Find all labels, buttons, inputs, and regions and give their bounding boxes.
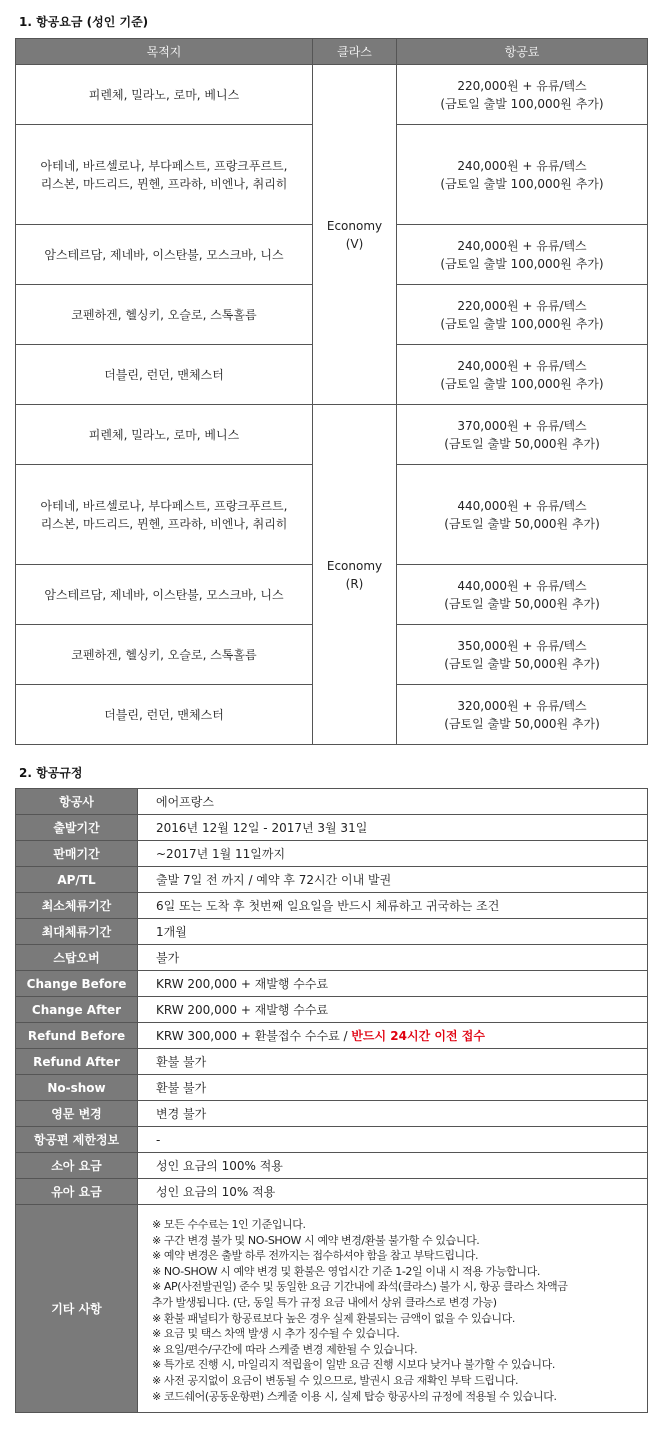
- rule-value: 에어프랑스: [138, 789, 648, 815]
- rule-label: Refund Before: [16, 1023, 138, 1049]
- rules-table: [15, 788, 648, 1413]
- fare-cell: 440,000원 + 유류/텍스 (금토일 출발 50,000원 추가): [397, 465, 648, 565]
- rule-row-max-stay: [16, 919, 648, 945]
- rule-value: 6일 또는 도착 후 첫번째 일요일을 반드시 체류하고 귀국하는 조건: [138, 893, 648, 919]
- rule-row-flight-restriction: [16, 1127, 648, 1153]
- note-line: ※ 모든 수수료는 1인 기준입니다.: [152, 1218, 306, 1231]
- rule-row-sales-period: [16, 841, 648, 867]
- note-line: ※ 사전 공지없이 요금이 변동될 수 있으므로, 발권시 요금 재확인 부탁 드립니다.: [152, 1373, 519, 1387]
- rule-row-ap-tl: [16, 867, 648, 893]
- note-line: ※ 특가로 진행 시, 마일리지 적립율이 일반 요금 진행 시보다 낮거나 불가할 수 있습니다.: [152, 1358, 555, 1372]
- class-cell-economy-r: [313, 405, 397, 745]
- destination-cell: 더블린, 런던, 맨체스터: [16, 345, 313, 405]
- note-line: ※ 코드쉐어(공동운항편) 스케줄 이용 시, 실제 탑승 항공사의 규정에 적용될 수 있습니다.: [152, 1389, 557, 1403]
- fare-table-header: [16, 39, 648, 65]
- rule-label: 스탑오버: [16, 945, 138, 971]
- class-cell-economy-v: [313, 65, 397, 405]
- fare-cell: 350,000원 + 유류/텍스 (금토일 출발 50,000원 추가): [397, 625, 648, 685]
- rule-label: 항공사: [16, 789, 138, 815]
- destination-cell: 코펜하겐, 헬싱키, 오슬로, 스톡홀름: [16, 285, 313, 345]
- rule-label: 최소체류기간: [16, 893, 138, 919]
- refund-deadline-warning: 반드시 24시간 이전 접수: [351, 1029, 485, 1043]
- rule-row-refund-after: [16, 1049, 648, 1075]
- rule-row-change-before: [16, 971, 648, 997]
- rule-label: 출발기간: [16, 815, 138, 841]
- fare-section-title: 1. 항공요금 (성인 기준): [19, 15, 149, 29]
- destination-cell: 코펜하겐, 헬싱키, 오슬로, 스톡홀름: [16, 625, 313, 685]
- rule-row-change-after: [16, 997, 648, 1023]
- class-header: 클라스: [313, 39, 397, 65]
- class-name: Economy: [326, 218, 383, 233]
- fare-cell: 240,000원 + 유류/텍스 (금토일 출발 100,000원 추가): [397, 225, 648, 285]
- rule-row-min-stay: [16, 893, 648, 919]
- destination-header: 목적지: [16, 39, 313, 65]
- rule-value: 환불 불가: [138, 1049, 648, 1075]
- destination-cell: 암스테르담, 제네바, 이스탄불, 모스크바, 니스: [16, 225, 313, 285]
- rule-value: 변경 불가: [138, 1101, 648, 1127]
- rule-value: 1개월: [138, 919, 648, 945]
- rule-label: 소아 요금: [16, 1153, 138, 1179]
- rule-value: 성인 요금의 10% 적용: [138, 1179, 648, 1205]
- rule-value: ~2017년 1월 11일까지: [138, 841, 648, 867]
- rule-row-stopover: [16, 945, 648, 971]
- table-row: [16, 405, 648, 465]
- note-line: ※ 요일/편수/구간에 따라 스케줄 변경 제한될 수 있습니다.: [152, 1342, 418, 1356]
- rule-value: 환불 불가: [138, 1075, 648, 1101]
- class-code: (V): [345, 236, 364, 251]
- rule-label: Change After: [16, 997, 138, 1023]
- fare-cell: 370,000원 + 유류/텍스 (금토일 출발 50,000원 추가): [397, 405, 648, 465]
- rule-label: 기타 사항: [16, 1205, 138, 1413]
- rule-value: [138, 1023, 648, 1049]
- rule-row-no-show: [16, 1075, 648, 1101]
- rule-value: KRW 200,000 + 재발행 수수료: [138, 971, 648, 997]
- rule-value: 성인 요금의 100% 적용: [138, 1153, 648, 1179]
- rule-value: KRW 200,000 + 재발행 수수료: [138, 997, 648, 1023]
- rule-label: 최대체류기간: [16, 919, 138, 945]
- destination-cell: 더블린, 런던, 맨체스터: [16, 685, 313, 745]
- rule-value: 2016년 12월 12일 - 2017년 3월 31일: [138, 815, 648, 841]
- rule-label: 유아 요금: [16, 1179, 138, 1205]
- fare-table: [15, 38, 648, 745]
- rule-row-infant-fare: [16, 1179, 648, 1205]
- destination-cell: 암스테르담, 제네바, 이스탄불, 모스크바, 니스: [16, 565, 313, 625]
- rule-row-refund-before: [16, 1023, 648, 1049]
- destination-cell: 아테네, 바르셀로나, 부다페스트, 프랑크푸르트, 리스본, 마드리드, 뮌헨, 프라하, 비엔나, 취리히: [16, 465, 313, 565]
- fare-cell: 440,000원 + 유류/텍스 (금토일 출발 50,000원 추가): [397, 565, 648, 625]
- fare-cell: 320,000원 + 유류/텍스 (금토일 출발 50,000원 추가): [397, 685, 648, 745]
- rules-section-title: 2. 항공규정: [19, 766, 83, 780]
- note-line: ※ 환불 패널티가 항공료보다 높은 경우 실제 환불되는 금액이 없을 수 있습니다.: [152, 1311, 515, 1325]
- note-line: 추가 발생됩니다. (단, 동일 특가 규정 요금 내에서 상위 클라스로 변경 가능): [152, 1295, 497, 1309]
- fare-cell: 240,000원 + 유류/텍스 (금토일 출발 100,000원 추가): [397, 125, 648, 225]
- class-code: (R): [345, 576, 364, 591]
- rule-row-child-fare: [16, 1153, 648, 1179]
- rule-label: 판매기간: [16, 841, 138, 867]
- rule-row-departure-period: [16, 815, 648, 841]
- fare-cell: 220,000원 + 유류/텍스 (금토일 출발 100,000원 추가): [397, 285, 648, 345]
- destination-cell: 아테네, 바르셀로나, 부다페스트, 프랑크푸르트, 리스본, 마드리드, 뮌헨, 프라하, 비엔나, 취리히: [16, 125, 313, 225]
- destination-cell: 피렌체, 밀라노, 로마, 베니스: [16, 65, 313, 125]
- rule-label: AP/TL: [16, 867, 138, 893]
- rule-label: 영문 변경: [16, 1101, 138, 1127]
- rule-row-airline: [16, 789, 648, 815]
- rule-label: Refund After: [16, 1049, 138, 1075]
- table-row: [16, 65, 648, 125]
- rule-value: 출발 7일 전 까지 / 예약 후 72시간 이내 발권: [138, 867, 648, 893]
- fare-cell: 220,000원 + 유류/텍스 (금토일 출발 100,000원 추가): [397, 65, 648, 125]
- rule-label: Change Before: [16, 971, 138, 997]
- note-line: ※ 예약 변경은 출발 하루 전까지는 접수하셔야 함을 참고 부탁드립니다.: [152, 1249, 479, 1263]
- note-line: ※ AP(사전발권일) 준수 및 동일한 요금 기간내에 좌석(클라스) 불가 시, 항공 클라스 차액금: [152, 1280, 568, 1294]
- rule-label: 항공편 제한정보: [16, 1127, 138, 1153]
- fare-cell: 240,000원 + 유류/텍스 (금토일 출발 100,000원 추가): [397, 345, 648, 405]
- rule-row-notes: [16, 1205, 648, 1413]
- rule-value: -: [138, 1127, 648, 1153]
- note-line: ※ 요금 및 택스 차액 발생 시 추가 징수될 수 있습니다.: [152, 1327, 400, 1341]
- rule-value: 불가: [138, 945, 648, 971]
- refund-before-fee: KRW 300,000 + 환불접수 수수료 /: [156, 1029, 352, 1043]
- rule-row-name-change: [16, 1101, 648, 1127]
- note-line: ※ 구간 변경 불가 및 NO-SHOW 시 예약 변경/환불 불가할 수 있습니다.: [152, 1233, 480, 1247]
- notes-list: [138, 1205, 648, 1413]
- rule-label: No-show: [16, 1075, 138, 1101]
- note-line: ※ NO-SHOW 시 예약 변경 및 환불은 영업시간 기준 1-2일 이내 시 적용 가능합니다.: [152, 1264, 540, 1278]
- destination-cell: 피렌체, 밀라노, 로마, 베니스: [16, 405, 313, 465]
- class-name: Economy: [326, 558, 383, 573]
- fare-header: 항공료: [397, 39, 648, 65]
